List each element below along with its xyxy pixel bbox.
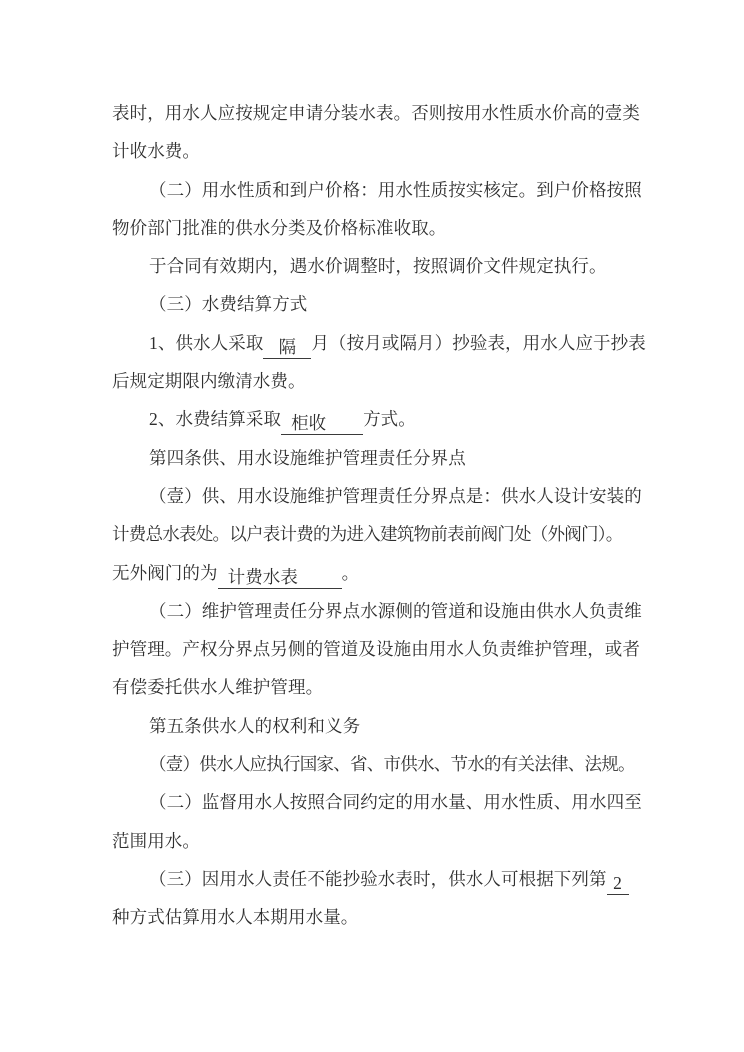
line-text: 表时，用水人应按规定申请分装水表。否则按用水性质水价高的壹类 xyxy=(112,103,640,123)
fill-in-blank-value: 2 xyxy=(613,872,623,893)
line-text: 月（按月或隔月）抄验表，用水人应于抄表 xyxy=(311,332,646,353)
document-line xyxy=(112,860,639,898)
fill-in-blank-value: 柜收 xyxy=(291,413,327,434)
line-text: （三）水费结算方式 xyxy=(149,294,308,315)
document-line xyxy=(112,783,642,821)
fill-in-blank-value: 计费水表 xyxy=(227,566,299,587)
line-text: 1、供水人采取 xyxy=(149,332,264,353)
document-line xyxy=(112,324,646,362)
fill-in-blank xyxy=(281,411,363,435)
line-text: 计费总水表处。以户表计费的为进入建筑物前表前阀门处（外阀门）。 xyxy=(112,524,623,545)
line-text: （壹）供、用水设施维护管理责任分界点是：供水人设计安装的 xyxy=(149,485,642,506)
document-line xyxy=(112,898,639,936)
line-text: 无外阀门的为 xyxy=(112,562,218,583)
document-line xyxy=(112,668,639,706)
fill-in-blank xyxy=(218,565,342,589)
document-line xyxy=(112,132,639,170)
document-line xyxy=(112,171,642,209)
document-line xyxy=(112,400,639,438)
line-text: 种方式估算用水人本期用水量。 xyxy=(112,907,359,928)
document-line xyxy=(112,477,642,515)
document-line xyxy=(112,707,639,745)
document-line xyxy=(112,247,639,285)
line-text: 2、水费结算采取 xyxy=(149,409,282,430)
document-line xyxy=(112,209,639,247)
line-text: 方式。 xyxy=(363,409,416,430)
line-text: （二）监督用水人按照合同约定的用水量、用水性质、用水四至 xyxy=(149,792,642,813)
document-line xyxy=(112,362,639,400)
document-line xyxy=(112,745,639,783)
line-text: 第五条供水人的权利和义务 xyxy=(149,715,361,736)
line-text: 。 xyxy=(341,562,360,583)
line-text: （二）用水性质和到户价格：用水性质按实核定。到户价格按照 xyxy=(149,179,642,200)
document-line xyxy=(112,439,639,477)
line-text: 后规定期限内缴清水费。 xyxy=(112,371,306,392)
document-line xyxy=(112,285,639,323)
line-text: 于合同有效期内，遇水价调整时，按照调价文件规定执行。 xyxy=(149,256,607,277)
line-text: （三）因用水人责任不能抄验水表时，供水人可根据下列第 xyxy=(149,868,607,889)
line-text: （二）维护管理责任分界点水源侧的管道和设施由供水人负责维 xyxy=(149,600,642,621)
document-line xyxy=(112,515,639,553)
line-text: （壹）供水人应执行国家、省、市供水、节水的有关法律、法规。 xyxy=(149,754,635,775)
line-text: 物价部门批准的供水分类及价格标准收取。 xyxy=(112,217,447,238)
fill-in-blank xyxy=(607,871,629,895)
document-line xyxy=(112,822,639,860)
document-line xyxy=(112,592,642,630)
fill-in-blank-value: 隔 xyxy=(278,336,297,357)
document-line xyxy=(112,630,639,668)
line-text: 计收水费。 xyxy=(112,141,200,162)
document-line xyxy=(112,554,639,592)
line-text: 有偿委托供水人维护管理。 xyxy=(112,677,324,698)
line-text: 护管理。产权分界点另侧的管道及设施由用水人负责维护管理，或者 xyxy=(112,639,640,660)
line-text: 第四条供、用水设施维护管理责任分界点 xyxy=(149,447,466,468)
fill-in-blank xyxy=(263,335,311,359)
document-line xyxy=(112,94,639,132)
line-text: 范围用水。 xyxy=(112,830,200,851)
document-body xyxy=(112,94,646,937)
